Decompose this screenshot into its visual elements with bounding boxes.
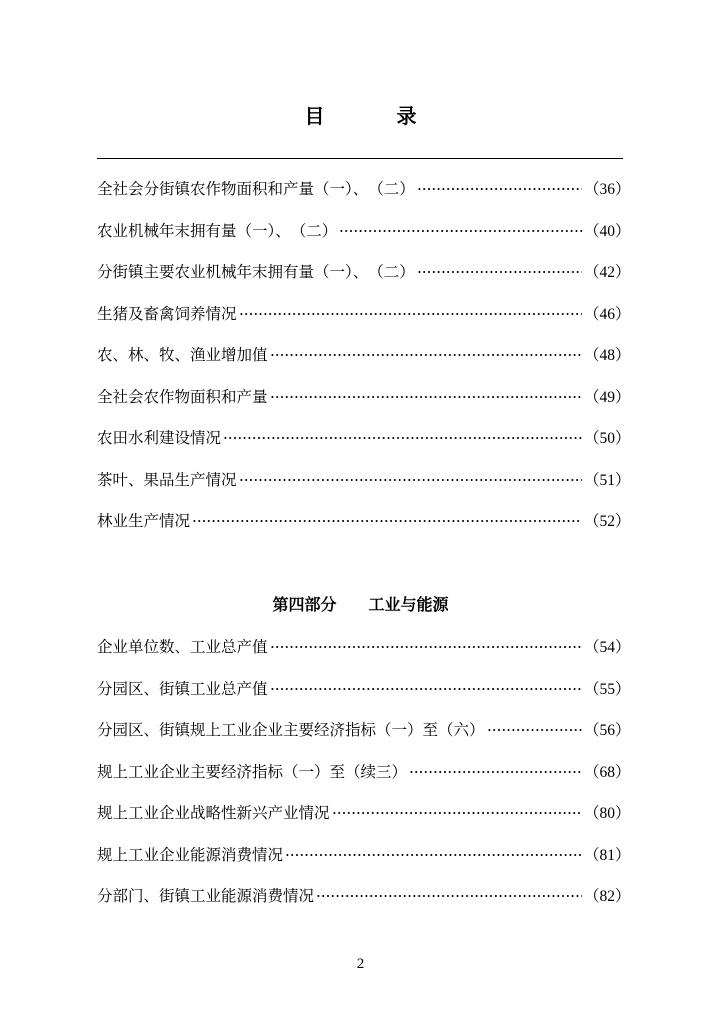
dot-leader — [332, 812, 582, 814]
toc-entry-label: 规上工业企业能源消费情况 — [97, 845, 284, 864]
toc-entry-label: 分园区、街镇工业总产值 — [97, 679, 268, 698]
toc-entry-page: （46） — [584, 305, 631, 323]
dot-leader — [270, 646, 582, 648]
dot-leader — [417, 188, 582, 190]
toc-entry[interactable] — [97, 800, 631, 842]
toc-entry-label: 农田水利建设情况 — [97, 429, 222, 447]
toc-entry-label: 全社会农作物面积和产量 — [97, 387, 268, 406]
title-divider — [97, 158, 623, 159]
toc-entry-page: （56） — [584, 722, 631, 739]
toc-entry-page: （40） — [584, 222, 631, 240]
toc-entry-label: 分街镇主要农业机械年末拥有量（一）、 （二） — [97, 263, 415, 281]
toc-entry[interactable] — [97, 218, 631, 260]
dot-leader — [417, 271, 582, 273]
dot-leader — [239, 313, 582, 315]
toc-entry[interactable] — [97, 176, 631, 218]
toc-entry-page: （50） — [584, 430, 631, 447]
section-heading: 第四部分 工业与能源 — [272, 595, 449, 614]
toc-entry-page: （68） — [584, 763, 631, 781]
toc-entry[interactable] — [97, 759, 631, 801]
dot-leader — [270, 354, 582, 356]
toc-entry-page: （42） — [584, 264, 631, 281]
toc-entry[interactable] — [97, 342, 631, 384]
dot-leader — [223, 437, 582, 439]
toc-entry-label: 全社会分街镇农作物面积和产量（一）、 （二） — [97, 180, 415, 198]
toc-entry-label: 茶叶、果品生产情况 — [97, 470, 237, 489]
toc-entry-label: 林业生产情况 — [97, 512, 191, 530]
toc-entry-page: （51） — [584, 471, 631, 489]
dot-leader — [285, 854, 582, 856]
toc-entry-label: 农、林、牧、渔业增加值 — [97, 346, 268, 364]
toc-entry[interactable] — [97, 467, 631, 509]
dot-leader — [409, 771, 582, 773]
toc-entry-label: 分园区、街镇规上工业企业主要经济指标（一）至（六） — [97, 721, 485, 739]
page-number: 2 — [356, 956, 365, 972]
toc-entry[interactable] — [97, 676, 631, 718]
toc-entry-label: 规上工业企业主要经济指标（一）至（续三） — [97, 762, 408, 781]
dot-leader — [339, 230, 582, 232]
toc-entry-label: 生猪及畜禽饲养情况 — [97, 304, 237, 323]
toc-entry-label: 企业单位数、工业总产值 — [97, 638, 268, 656]
toc-entry-page: （52） — [584, 513, 631, 530]
toc-entry-label: 农业机械年末拥有量（一）、 （二） — [97, 221, 338, 240]
toc-entry-page: （36） — [584, 181, 631, 198]
toc-entry[interactable] — [97, 301, 631, 343]
toc-entry-page: （81） — [584, 846, 631, 864]
toc-entry-page: （82） — [584, 888, 631, 905]
dot-leader — [239, 479, 582, 481]
toc-entry-page: （55） — [584, 680, 631, 698]
dot-leader — [192, 520, 582, 522]
dot-leader — [316, 895, 582, 897]
toc-list-part3 — [97, 176, 631, 550]
toc-entry[interactable] — [97, 508, 631, 550]
toc-entry-page: （80） — [584, 805, 631, 822]
toc-entry[interactable] — [97, 425, 631, 467]
dot-leader — [487, 729, 582, 731]
dot-leader — [270, 396, 582, 398]
toc-entry[interactable] — [97, 384, 631, 426]
dot-leader — [270, 688, 582, 690]
toc-title: 目 录 — [304, 104, 443, 128]
toc-entry-page: （49） — [584, 388, 631, 406]
toc-entry[interactable] — [97, 634, 631, 676]
toc-entry-label: 分部门、街镇工业能源消费情况 — [97, 887, 315, 905]
toc-entry[interactable] — [97, 883, 631, 925]
toc-list-part4 — [97, 634, 631, 925]
toc-entry-page: （54） — [584, 639, 631, 656]
toc-entry[interactable] — [97, 259, 631, 301]
toc-entry-page: （48） — [584, 347, 631, 364]
toc-entry[interactable] — [97, 842, 631, 884]
toc-entry[interactable] — [97, 717, 631, 759]
toc-entry-label: 规上工业企业战略性新兴产业情况 — [97, 804, 330, 822]
